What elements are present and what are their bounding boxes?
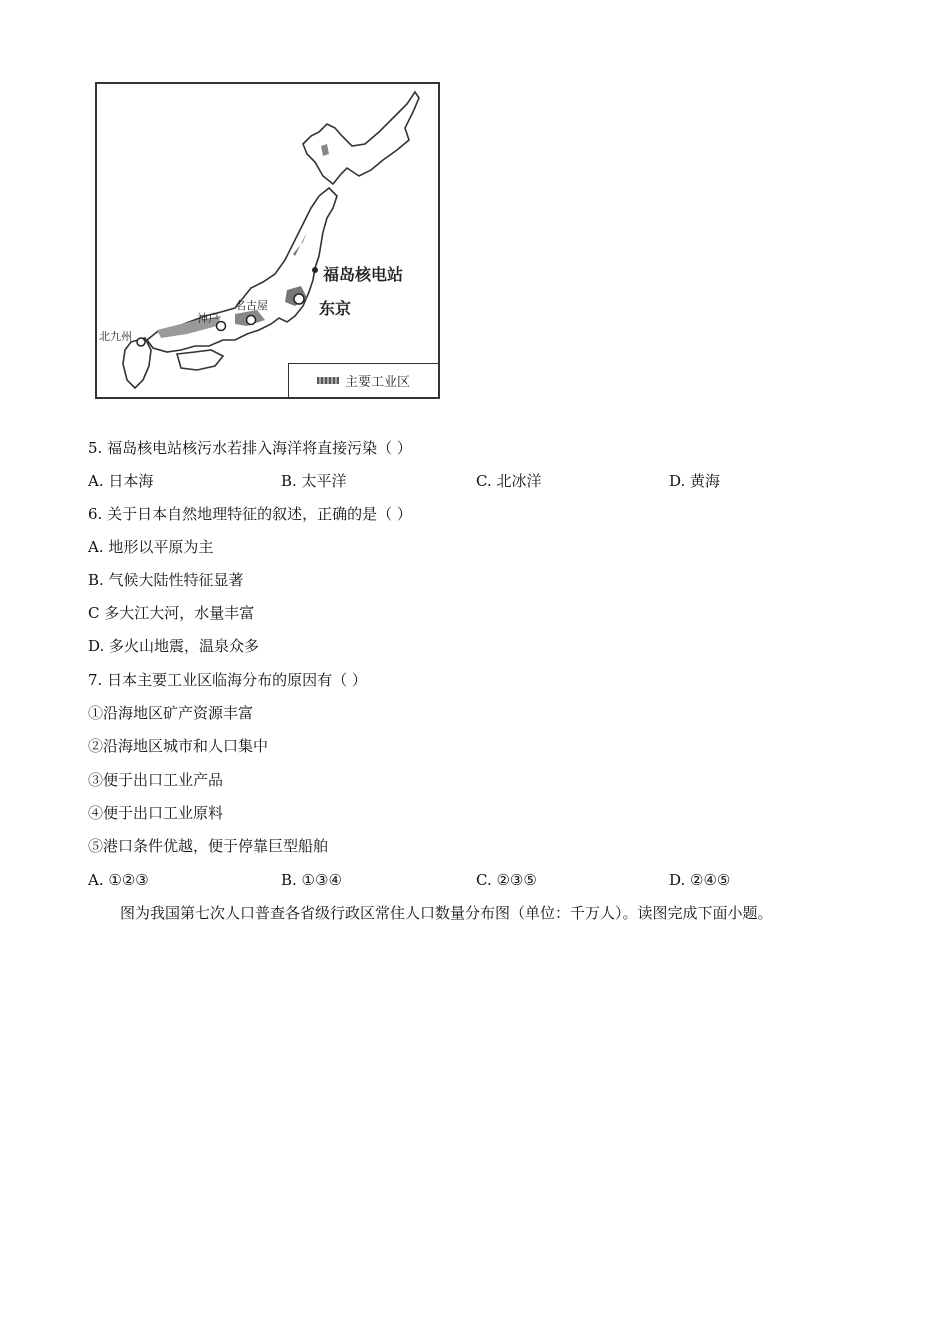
q7-option-a[interactable]: A. ①②③ [88, 871, 149, 889]
nagoya-marker [247, 316, 256, 325]
fukushima-marker [312, 267, 318, 273]
label-kobe: 神户 [197, 312, 219, 325]
next-section-intro: 图为我国第七次人口普查各省级行政区常住人口数量分布图（单位：千万人）。读图完成下面小题。 [120, 904, 773, 922]
label-nagoya: 名古屋 [235, 299, 268, 312]
q7-item-5: ⑤港口条件优越，便于停靠巨型船舶 [88, 837, 329, 855]
tokyo-marker [294, 294, 304, 304]
q7-item-3: ③便于出口工业产品 [88, 771, 224, 789]
hokkaido-shape [303, 92, 419, 184]
q7-item-2: ②沿海地区城市和人口集中 [88, 737, 269, 755]
q5-option-b[interactable]: B. 太平洋 [281, 472, 347, 490]
q6-option-a[interactable]: A. 地形以平原为主 [88, 538, 214, 556]
q7-option-b[interactable]: B. ①③④ [281, 871, 342, 889]
q7-option-c[interactable]: C. ②③⑤ [476, 871, 537, 889]
q7-item-1: ①沿海地区矿产资源丰富 [88, 704, 254, 722]
japan-map [95, 82, 440, 399]
question-6-stem: 6. 关于日本自然地理特征的叙述，正确的是（ ） [88, 505, 412, 523]
q5-option-d[interactable]: D. 黄海 [669, 472, 721, 490]
legend-swatch-industrial [317, 377, 339, 384]
q7-item-4: ④便于出口工业原料 [88, 804, 224, 822]
kitakyushu-marker [137, 338, 145, 346]
industrial-zone-honshu-north [293, 232, 307, 256]
label-fukushima: 福岛核电站 [323, 265, 404, 284]
kyushu-shape [123, 338, 151, 388]
q5-option-a[interactable]: A. 日本海 [88, 472, 154, 490]
q6-option-d[interactable]: D. 多火山地震，温泉众多 [88, 637, 260, 655]
q6-option-b[interactable]: B. 气候大陆性特征显著 [88, 571, 244, 589]
q6-option-c[interactable]: C 多大江大河，水量丰富 [88, 604, 255, 622]
label-tokyo: 东京 [319, 299, 352, 318]
question-5-stem: 5. 福岛核电站核污水若排入海洋将直接污染（ ） [88, 439, 412, 457]
question-7-stem: 7. 日本主要工业区临海分布的原因有（ ） [88, 671, 367, 689]
shikoku-shape [177, 350, 223, 370]
japan-map-drawing [97, 84, 438, 397]
q5-option-c[interactable]: C. 北冰洋 [476, 472, 542, 490]
industrial-zone-hokkaido [321, 144, 329, 156]
q7-option-d[interactable]: D. ②④⑤ [669, 871, 731, 889]
legend-label: 主要工业区 [344, 375, 410, 390]
label-kitakyushu: 北九州 [99, 330, 132, 343]
map-legend [288, 363, 438, 397]
